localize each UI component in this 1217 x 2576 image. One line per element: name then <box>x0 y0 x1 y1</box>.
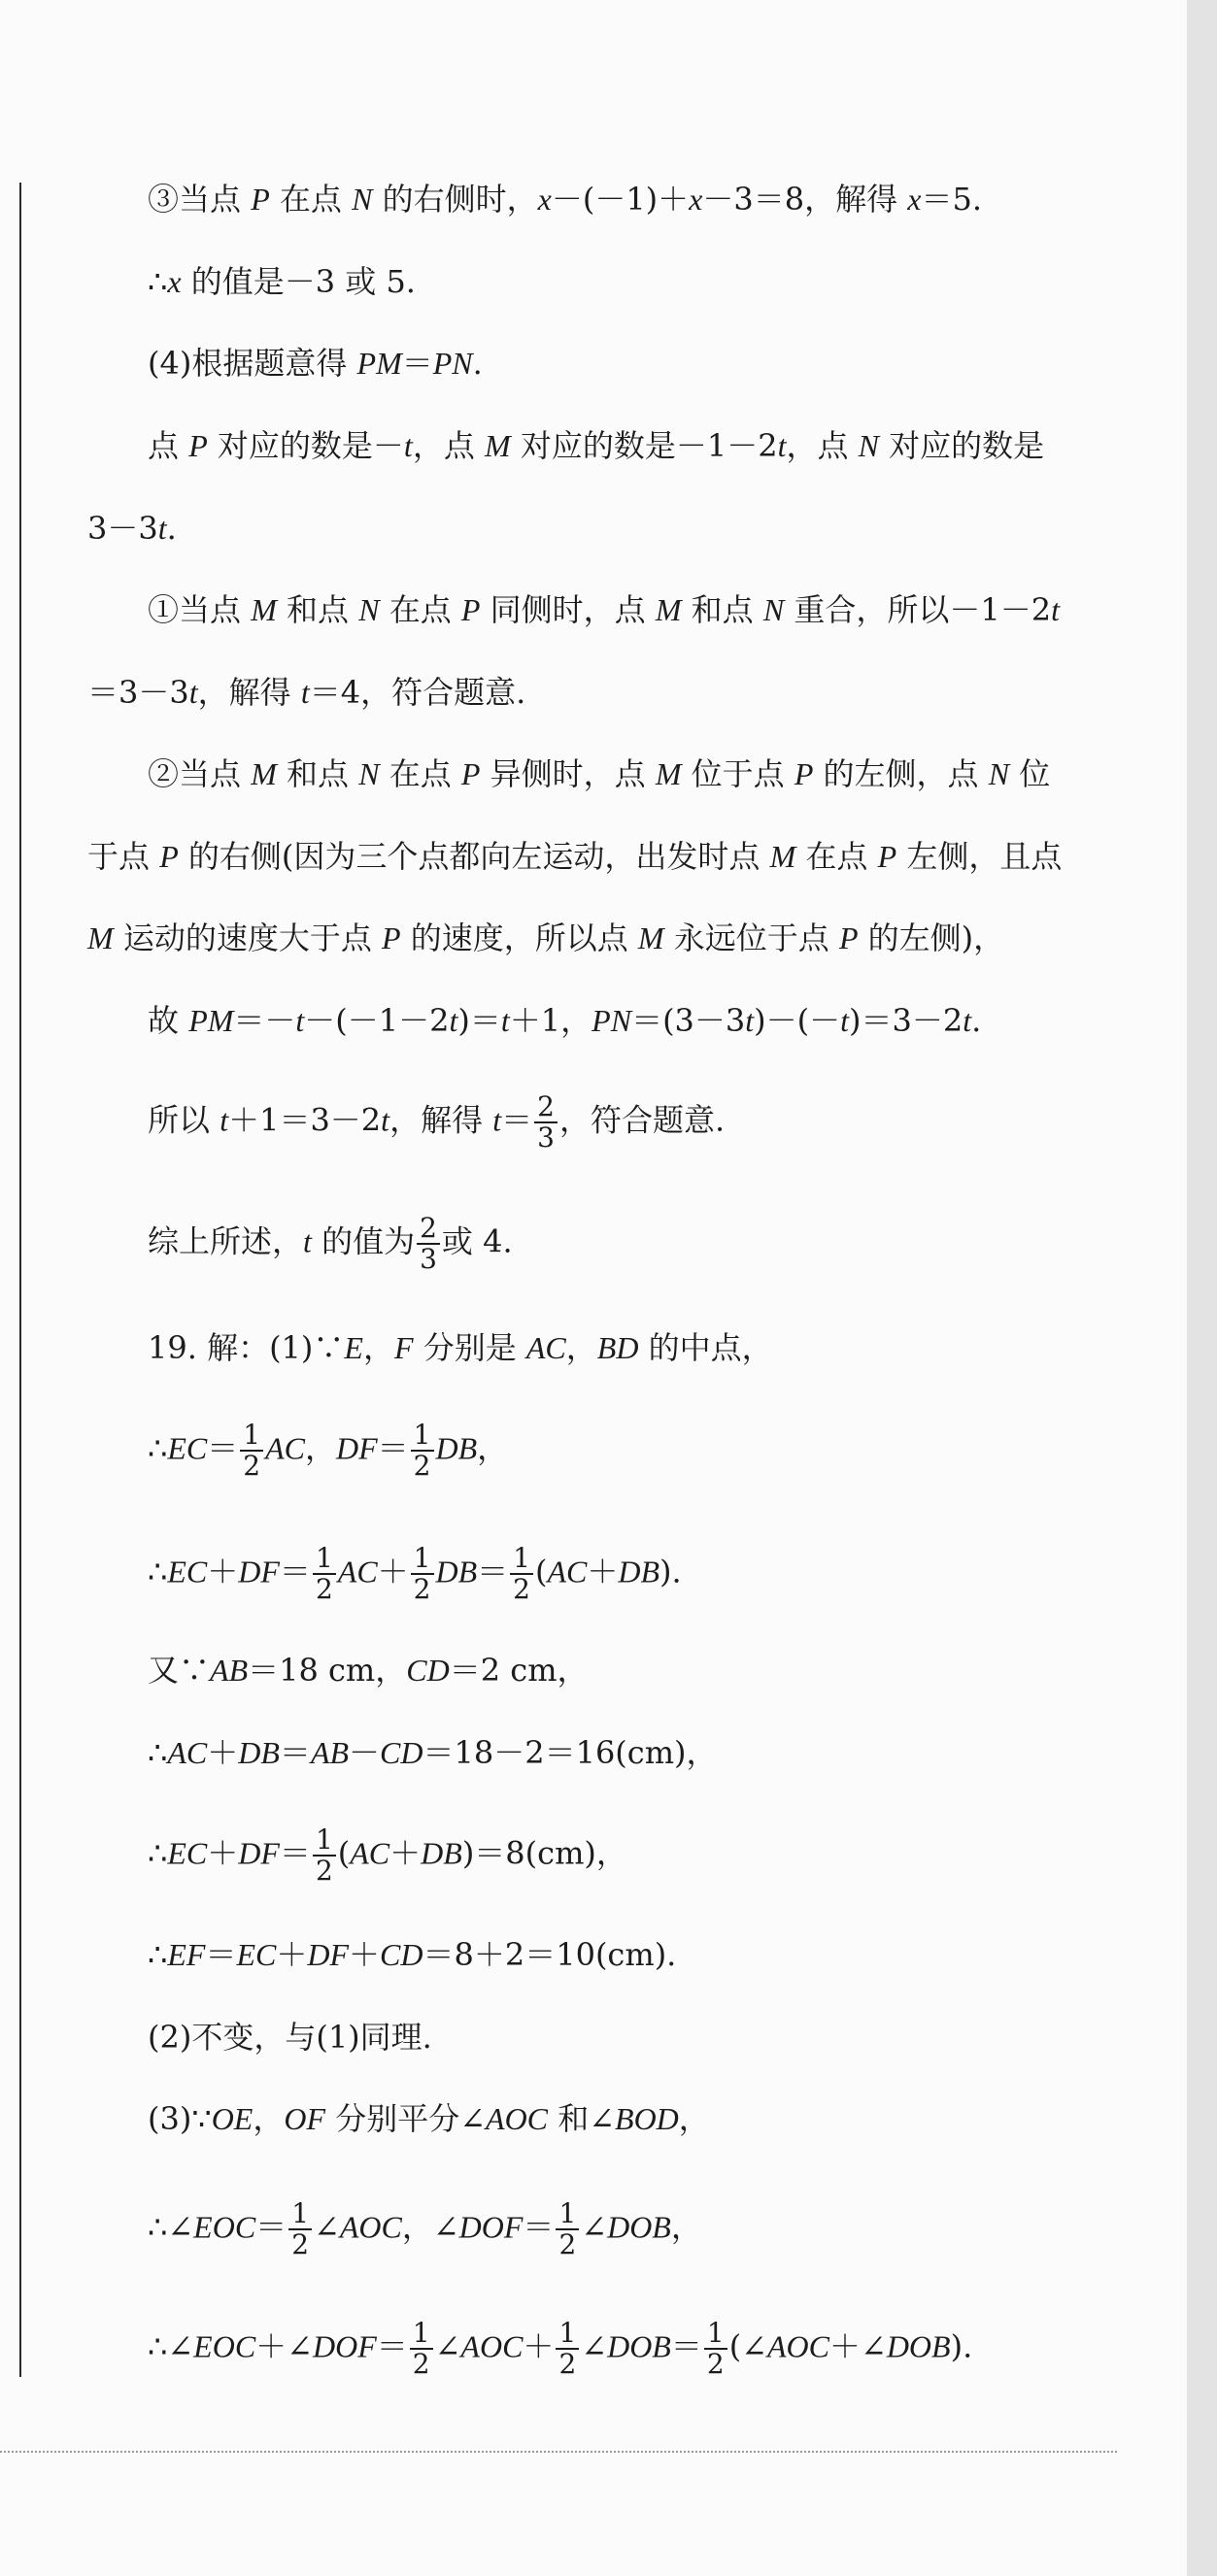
line-20: ∴EF＝EC＋DF＋CD＝8＋2＝10(cm). <box>148 1936 677 1973</box>
fraction-one-half: $\frac{1}{2}$ <box>313 1825 336 1886</box>
fraction-one-half: $\frac{1}{2}$ <box>313 1544 336 1604</box>
left-margin-rule <box>19 183 21 2377</box>
line-08: ②当点 M 和点 N 在点 P 异侧时，点 M 位于点 P 的左侧，点 N 位 <box>148 755 1051 792</box>
fraction-one-half: $\frac{1}{2}$ <box>410 2319 433 2379</box>
line-07: ＝3－3t，解得 t＝4，符合题意. <box>87 674 526 711</box>
line-12: 所以 t＋1＝3－2t，解得 t＝ $\frac{2}{3}$ ，符合题意. <box>148 1090 726 1154</box>
line-04: 点 P 对应的数是－t，点 M 对应的数是－1－2t，点 N 对应的数是 <box>148 427 1045 464</box>
fraction-one-half: $\frac{1}{2}$ <box>288 2199 312 2259</box>
line-06: ①当点 M 和点 N 在点 P 同侧时，点 M 和点 N 重合，所以－1－2t <box>148 591 1060 628</box>
line-01: ③当点 P 在点 N 的右侧时，x－(－1)＋x－3＝8，解得 x＝5. <box>148 181 983 217</box>
line-13: 综上所述，t 的值为 $\frac{2}{3}$ 或 4. <box>148 1212 513 1275</box>
line-14: 19. 解：(1)∵E，F 分别是 AC，BD 的中点， <box>148 1329 773 1366</box>
bottom-dotted-rule <box>0 2451 1117 2453</box>
right-page-edge <box>1187 0 1217 2576</box>
line-09: 于点 P 的右侧(因为三个点都向左运动，出发时点 M 在点 P 左侧，且点 <box>87 838 1063 875</box>
line-05: 3－3t. <box>87 510 177 547</box>
line-19: ∴EC＋DF＝ $\frac{1}{2}$ (AC＋DB)＝8(cm)， <box>148 1823 627 1887</box>
line-11: 故 PM＝－t－(－1－2t)＝t＋1，PN＝(3－3t)－(－t)＝3－2t. <box>148 1002 982 1039</box>
line-22: (3)∵OE，OF 分别平分∠AOC 和∠BOD， <box>148 2100 710 2137</box>
fraction-two-thirds: $\frac{2}{3}$ <box>417 1214 440 1274</box>
fraction-one-half: $\frac{1}{2}$ <box>411 1544 434 1604</box>
line-16: ∴EC＋DF＝ $\frac{1}{2}$ AC＋ $\frac{1}{2}$ DB＝ $\frac{1}{2}$ (AC＋DB). <box>148 1542 682 1605</box>
fraction-one-half: $\frac{1}{2}$ <box>411 1421 434 1481</box>
line-02: ∴x 的值是－3 或 5. <box>148 263 416 300</box>
fraction-one-half: $\frac{1}{2}$ <box>556 2199 579 2259</box>
fraction-one-half: $\frac{1}{2}$ <box>510 1544 533 1604</box>
line-15: ∴EC＝ $\frac{1}{2}$ AC，DF＝ $\frac{1}{2}$ DB， <box>148 1419 509 1482</box>
fraction-two-thirds: $\frac{2}{3}$ <box>534 1092 558 1153</box>
line-17: 又∵AB＝18 cm，CD＝2 cm， <box>148 1652 589 1689</box>
line-23: ∴∠EOC＝ $\frac{1}{2}$ ∠AOC，∠DOF＝ $\frac{1}{2}$ ∠DOB， <box>148 2197 702 2260</box>
fraction-one-half: $\frac{1}{2}$ <box>556 2319 579 2379</box>
fraction-one-half: $\frac{1}{2}$ <box>240 1421 263 1481</box>
line-10: M 运动的速度大于点 P 的速度，所以点 M 永远位于点 P 的左侧)， <box>87 920 1005 956</box>
line-03: (4)根据题意得 PM＝PN. <box>148 345 483 382</box>
line-21: (2)不变，与(1)同理. <box>148 2019 432 2056</box>
line-24: ∴∠EOC＋∠DOF＝ $\frac{1}{2}$ ∠AOC＋ $\frac{1}{2}$ ∠DOB＝ $\frac{1}{2}$ (∠AOC＋∠DOB). <box>148 2317 973 2380</box>
line-18: ∴AC＋DB＝AB－CD＝18－2＝16(cm)， <box>148 1734 718 1771</box>
fraction-one-half: $\frac{1}{2}$ <box>704 2319 727 2379</box>
